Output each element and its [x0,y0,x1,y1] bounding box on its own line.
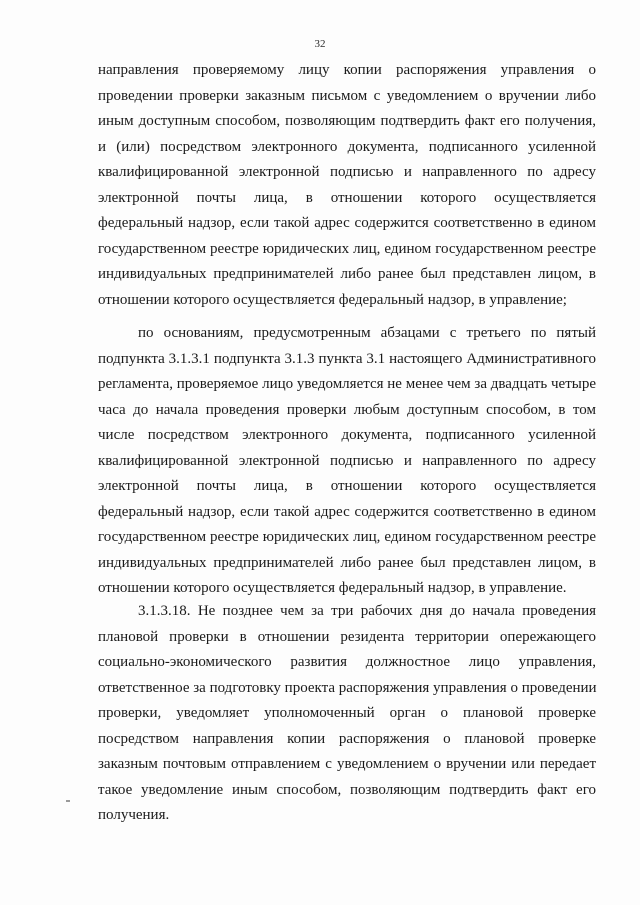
paragraph-1 [98,58,596,313]
paragraph-3 [98,599,596,829]
text-line: электронной почты лица, в отношении которого осуществляется [98,478,596,494]
page-number: 32 [314,38,326,50]
paragraph-2 [98,321,596,602]
text-line: получения. [98,807,170,823]
text-line: государственном реестре юридических лиц, едином государственном реестре [98,240,596,257]
text-line: часа до начала проведения проверки любым доступным способом, в том [98,401,596,418]
text-line: заказным почтовым отправлением с уведомлением о вручении или передает [98,756,596,772]
text-line: такое уведомление иным способом, позволяющим подтвердить факт его [98,781,596,798]
text-line: подпункта 3.1.3.1 подпункта 3.1.3 пункта 3.1 настоящего Административного [98,350,596,367]
text-line: 3.1.3.18. Не позднее чем за три рабочих дня до начала проведения [138,603,596,619]
text-line: по основаниям, предусмотренным абзацами с третьего по пятый [138,325,596,341]
scan-speck [66,800,70,802]
text-line: плановой проверки в отношении резидента территории опережающего [98,628,596,645]
text-line: посредством направления копии распоряжения о плановой проверке [98,730,596,747]
text-line: направления проверяемому лицу копии распоряжения управления о [98,62,596,78]
text-line: ответственное за подготовку проекта распоряжения управления о проведении [98,679,597,696]
text-line: регламента, проверяемое лицо уведомляется не менее чем за двадцать четыре [98,376,596,392]
text-line: индивидуальных предпринимателей либо ранее был представлен лицом, в [98,554,596,571]
text-line: иным доступным способом, позволяющим подтвердить факт его получения, [98,113,596,129]
text-line: проведении проверки заказным письмом с уведомлением о вручении либо [98,87,596,104]
text-line: социально-экономического развития должностное лицо управления, [98,654,596,670]
text-line: проверки, уведомляет уполномоченный орган о плановой проверке [98,705,596,721]
text-line: отношении которого осуществляется федеральный надзор, в управление; [98,291,567,308]
text-line: числе посредством электронного документа, подписанного усиленной [98,427,596,443]
text-line: электронной почты лица, в отношении которого осуществляется [98,189,596,206]
text-line: отношении которого осуществляется федеральный надзор, в управление. [98,580,567,596]
text-line: квалифицированной электронной подписью и направленного по адресу [98,452,596,469]
text-line: федеральный надзор, если такой адрес содержится соответственно в едином [98,503,596,520]
text-line: и (или) посредством электронного документа, подписанного усиленной [98,138,596,155]
text-line: государственном реестре юридических лиц, едином государственном реестре [98,529,596,545]
text-line: квалифицированной электронной подписью и направленного по адресу [98,164,596,180]
text-line: федеральный надзор, если такой адрес содержится соответственно в едином [98,215,596,231]
text-line: индивидуальных предпринимателей либо ранее был представлен лицом, в [98,266,596,282]
